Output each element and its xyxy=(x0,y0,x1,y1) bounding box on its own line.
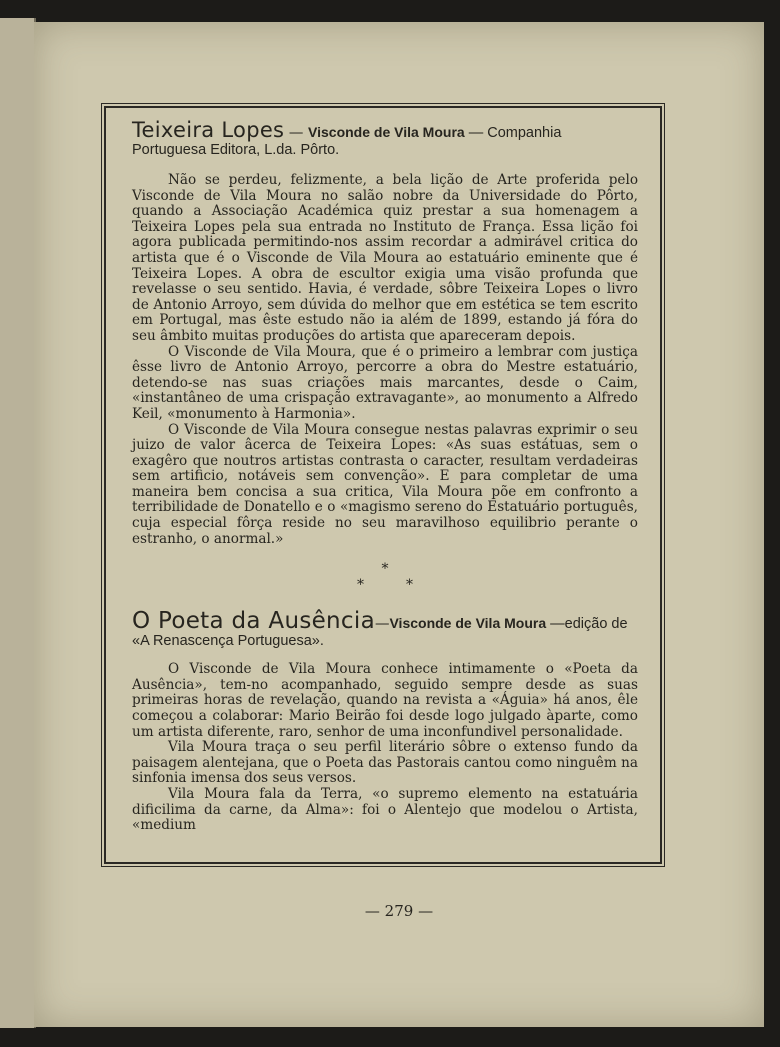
book-publisher: — Companhia Portuguesa Editora, L.da. Pôrto. xyxy=(132,125,562,158)
book-title: O Poeta da Ausência xyxy=(132,608,375,635)
book-publisher: —edição de «A Renascença Portuguesa». xyxy=(132,616,628,650)
review-heading xyxy=(132,608,638,650)
review-paragraph: Não se perdeu, felizmente, a bela lição de Arte proferida pelo Visconde de Vila Moura no salão nobre da Universidade do Pôrto, quando a Associação Académica quiz prestar a sua homenagem a Teixeira Lopes pela sua entrada no Instituto de França. Essa lição foi agora publicada permitindo-nos assim recordar a admirável critica do artista que é o Visconde de Vila Moura ao estatuário eminente que é Teixeira Lopes. A obra de escultor exigia uma visão profunda que revelasse o seu sentido. Havia, é verdade, sôbre Teixeira Lopes o livro de Antonio Arroyo, sem dúvida do melhor que em estética se tem escrito em Portugal, mas êste estudo não ia além de 1899, estando já fóra do seu âmbito muitas produções do artista que apareceram depois. xyxy=(132,172,638,344)
review-heading xyxy=(132,118,638,159)
book-author: Visconde de Vila Moura xyxy=(308,124,465,140)
review-paragraph: O Visconde de Vila Moura conhece intimamente o «Poeta da Ausência», tem-no acompanhado, seguido sempre desde as suas primeiras horas de revelação, quando na revista a «Águia» há anos, êle começou a colaborar: Mario Beirão foi desde logo julgado àparte, como um artista diferente, raro, senhor de uma inconfundivel personalidade. xyxy=(132,661,638,740)
book-title: Teixeira Lopes xyxy=(132,118,285,142)
book-page xyxy=(34,22,764,1027)
title-dash: — xyxy=(374,616,390,633)
book-author: Visconde de Vila Moura xyxy=(389,615,547,632)
asterism-separator xyxy=(132,561,638,593)
review-paragraph: O Visconde de Vila Moura consegue nestas palavras exprimir o seu juizo de valor âcerca de Teixeira Lopes: «As suas estátuas, sem o exagêro que noutros artistas contrasta o caracter, resultam verdadeiras sem artificio, notáveis sem convenção». E para completar de uma maneira bem concisa a sua critica, Vila Moura põe em confronto a terribilidade de Donatello e o «magismo sereno do Estatuário português, cuja especial fôrça reside no seu maravilhoso equilibrio perante o estranho, o anormal.» xyxy=(132,421,638,547)
asterism-bottom: ** xyxy=(357,577,455,594)
asterism-top: * xyxy=(381,561,389,578)
facing-page-edge xyxy=(0,18,36,1028)
review-paragraph: Vila Moura traça o seu perfil literário sôbre o extenso fundo da paisagem alentejana, que o Poeta das Pastorais cantou como ninguêm na sinfonia imensa dos seus versos. xyxy=(132,739,638,787)
review-paragraph: O Visconde de Vila Moura, que é o primeiro a lembrar com justiça êsse livro de Antonio Arroyo, percorre a obra do Mestre estatuário, detendo-se nas suas criações mais marcantes, desde o Caim, «instantâneo de uma crispação extravagante», ao monumento a Alfredo Keil, «monumento à Harmonia». xyxy=(132,343,638,422)
review-paragraph: Vila Moura fala da Terra, «o supremo elemento na estatuária dificilima da carne, da Alma»: foi o Alentejo que modelou o Artista, «medium xyxy=(132,786,638,834)
title-dash: — xyxy=(284,125,309,141)
page-number: — 279 — xyxy=(364,902,434,920)
reviews-frame xyxy=(104,106,662,864)
